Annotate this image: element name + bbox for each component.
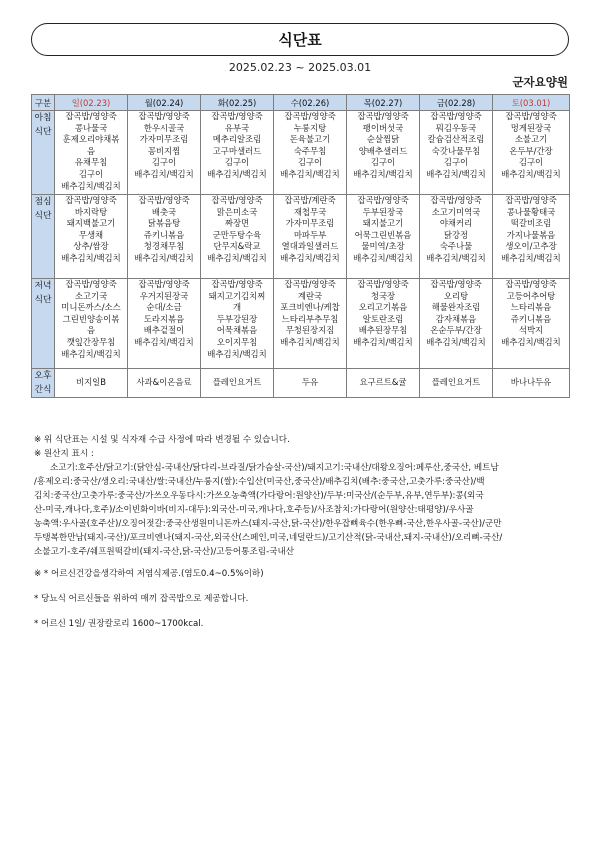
menu-item: 배추김치/백김치	[501, 252, 561, 263]
menu-item: 사과&이온음료	[136, 377, 192, 388]
menu-item: 오리탕	[443, 290, 469, 301]
menu-item: 메추리알조림	[212, 134, 262, 145]
menu-item: 잡곡밥/영양죽	[357, 111, 409, 121]
day-header: 금(02.28)	[420, 95, 493, 111]
menu-item: 누룽지탕	[293, 122, 327, 133]
menu-item: 배추김치/백김치	[501, 168, 561, 179]
meal-label-line: 식단	[34, 127, 52, 137]
menu-cell	[493, 195, 570, 279]
menu-item: 온두부/간장	[509, 145, 553, 156]
menu-item: 생오이/고추장	[505, 241, 557, 252]
menu-item: 잡곡밥/영양죽	[284, 111, 336, 121]
menu-item: 돼지불고기	[362, 218, 404, 229]
menu-item: 오이지무침	[216, 336, 258, 347]
menu-item: 배추김치/백김치	[207, 348, 267, 359]
change-notice: ※ 위 식단표는 시설 및 식자재 수급 사정에 따라 변경될 수 있습니다.	[34, 435, 290, 445]
menu-item: 잡곡밥/영양죽	[138, 279, 190, 289]
menu-cell	[201, 279, 274, 369]
day-header: 화(02.25)	[201, 95, 274, 111]
meal-label	[32, 279, 55, 369]
menu-cell	[347, 195, 420, 279]
menu-cell	[128, 369, 201, 398]
origin-line: 두탱복한만남(돼지-국산)/포크비엔나(돼지-국산,외국산(스페인,미국,네덜란드)/고기산적(닭-국내산,돼지-국내산)/오리뼈-국산/	[34, 533, 503, 543]
menu-item: 돈육불고기	[289, 134, 331, 145]
menu-item: 배추김치/백김치	[426, 168, 486, 179]
menu-item: 플레인요거트	[212, 377, 262, 388]
menu-item: 무청된장지짐	[285, 325, 335, 336]
menu-cell	[493, 111, 570, 195]
day-header: 목(02.27)	[347, 95, 420, 111]
meal-label	[32, 111, 55, 195]
menu-cell	[55, 279, 128, 369]
menu-cell	[55, 195, 128, 279]
meal-label-line: 저녁	[34, 281, 52, 291]
menu-item: 배추김치/백김치	[207, 168, 267, 179]
menu-item: 김구이	[443, 157, 469, 168]
meal-label-line: 오후	[34, 371, 52, 381]
menu-item: 유채무침	[74, 157, 108, 168]
menu-item: 음	[86, 325, 96, 336]
menu-cell	[128, 279, 201, 369]
menu-item: 잡곡밥/영양죽	[65, 195, 117, 205]
menu-cell	[420, 279, 493, 369]
menu-item: 배추김치/백김치	[134, 336, 194, 347]
menu-item: 배추김치/백김치	[501, 336, 561, 347]
low-salt-note: ※ * 어르신건강을생각하여 저염식제공.(염도0.4~0.5%이하)	[34, 569, 264, 579]
header-row	[32, 95, 570, 111]
menu-item: 잡곡밥/영양죽	[357, 279, 409, 289]
meal-label-line: 식단	[34, 295, 52, 305]
origin-line: 산-미국,캐나다,호주)/소이빈화이바(비지-대두):외국산-미국,캐나다,호주등)/사조참치:가다랑어(원양산:태평양)/우사골	[34, 505, 474, 515]
menu-item: 배추김치/백김치	[134, 252, 194, 263]
menu-item: 느타리부추무침	[281, 313, 339, 324]
menu-item: 배추김치/백김치	[61, 348, 121, 359]
menu-cell	[201, 369, 274, 398]
corner-header: 구분	[32, 95, 55, 111]
menu-item: 배추김치/백김치	[353, 168, 413, 179]
menu-item: 한우시골국	[143, 122, 185, 133]
menu-item: 두부강된장	[216, 313, 258, 324]
menu-item: 잡곡밥/영양죽	[211, 279, 263, 289]
menu-item: 가자미무조림	[139, 134, 189, 145]
lunch-row	[32, 195, 570, 279]
menu-cell	[274, 195, 347, 279]
breakfast-row	[32, 111, 570, 195]
day-header: 토(03.01)	[493, 95, 570, 111]
menu-cell	[201, 111, 274, 195]
menu-item: 상추/쌈장	[73, 241, 109, 252]
menu-item: 바지락탕	[74, 206, 108, 217]
menu-item: 잡곡밥/영양죽	[211, 195, 263, 205]
menu-item: 김구이	[518, 157, 544, 168]
origin-line: 소고기:호주산/닭고기:(닭안심-국내산/닭다리-브라질/닭가슴살-국산)/돼지고기:국내산/대왕오징어:페루산,중국산, 베트남	[50, 463, 499, 473]
menu-item: 잡곡밥/영양죽	[430, 195, 482, 205]
menu-item: 잡곡밥/영양죽	[65, 111, 117, 121]
menu-item: 소불고기	[514, 134, 548, 145]
menu-item: 해물완자조림	[431, 302, 481, 313]
menu-item: 요구르트&귤	[359, 377, 407, 388]
menu-item: 개	[232, 302, 242, 313]
origin-line: 소불고기-호주/쉐프원떡갈비(돼지-국산,닭-국산)/고등어통조림-국내산	[34, 547, 295, 557]
menu-item: 배추김치/백김치	[280, 168, 340, 179]
menu-item: 유부국	[224, 122, 250, 133]
menu-cell	[128, 195, 201, 279]
menu-item: 도라지볶음	[143, 313, 185, 324]
menu-item: 뭐김우동국	[435, 122, 477, 133]
menu-cell	[128, 111, 201, 195]
menu-item: 잡곡밥/영양죽	[211, 111, 263, 121]
menu-item: 재첩무국	[293, 206, 327, 217]
menu-item: 떡갈비조림	[510, 218, 552, 229]
menu-item: 배추김치/백김치	[280, 252, 340, 263]
diabetic-note: * 당뇨식 어르신들을 위하여 매끼 잡곡밥으로 제공합니다.	[34, 594, 249, 604]
menu-item: 야채커리	[439, 218, 473, 229]
menu-table	[31, 94, 570, 398]
menu-item: 잡곡밥/영양죽	[284, 279, 336, 289]
menu-item: 잡곡밥/계란죽	[284, 195, 336, 205]
menu-cell	[201, 195, 274, 279]
menu-cell	[347, 279, 420, 369]
menu-item: 잡곡밥/영양죽	[505, 279, 557, 289]
menu-item: 온순두부/간장	[430, 325, 482, 336]
menu-item: 배추된장무침	[358, 325, 408, 336]
menu-item: 순대/소금	[146, 302, 182, 313]
menu-item: 음	[86, 145, 96, 156]
menu-item: 잡곡밥/영양죽	[138, 111, 190, 121]
page-title: 식단표	[278, 31, 322, 49]
meal-label	[32, 369, 55, 398]
menu-item: 가지나물볶음	[506, 229, 556, 240]
menu-cell	[347, 111, 420, 195]
menu-cell	[420, 369, 493, 398]
menu-item: 짜장면	[224, 218, 250, 229]
menu-item: 순살찜닭	[366, 134, 400, 145]
menu-item: 배춧국	[151, 206, 177, 217]
menu-item: 마파두부	[293, 229, 327, 240]
menu-item: 고구마샐러드	[212, 145, 262, 156]
menu-item: 팽이버섯국	[362, 122, 404, 133]
menu-cell	[274, 111, 347, 195]
menu-item: 배추김치/백김치	[61, 180, 121, 191]
menu-item: 열대과일샐러드	[281, 241, 339, 252]
menu-cell	[493, 369, 570, 398]
menu-item: 칼슘검산적조림	[427, 134, 485, 145]
origin-line: 김치:중국산/고춧가루:중국산/가쓰오우동다시:가쓰오농축액(가다랑어:원양산)/두부:미국산/(순두부,유부,연두부):콩(외국	[34, 491, 484, 501]
menu-item: 군만두탕수육	[212, 229, 262, 240]
meal-label-line: 식단	[34, 211, 52, 221]
menu-item: 멍게된장국	[510, 122, 552, 133]
day-header: 월(02.24)	[128, 95, 201, 111]
menu-item: 청국장	[370, 290, 396, 301]
menu-item: 닭볶음탕	[147, 218, 181, 229]
menu-item: 무생채	[78, 229, 104, 240]
menu-cell	[274, 279, 347, 369]
menu-item: 콩나물국	[74, 122, 108, 133]
menu-item: 잡곡밥/영양죽	[138, 195, 190, 205]
menu-item: 배추김치/백김치	[134, 168, 194, 179]
menu-item: 소고기미역국	[431, 206, 481, 217]
menu-item: 김구이	[224, 157, 250, 168]
menu-item: 돼지고기김치찌	[208, 290, 266, 301]
menu-item: 쥬키니볶음	[510, 313, 552, 324]
menu-item: 배추김치/백김치	[61, 252, 121, 263]
menu-item: 숙갓나물무침	[431, 145, 481, 156]
menu-item: 알토란조림	[362, 313, 404, 324]
menu-item: 김구이	[297, 157, 323, 168]
title-box	[31, 23, 569, 56]
meal-label	[32, 195, 55, 279]
menu-item: 배추김치/백김치	[426, 252, 486, 263]
menu-item: 어묵채볶음	[216, 325, 258, 336]
menu-item: 숙주나물	[439, 241, 473, 252]
menu-item: 두부된장국	[362, 206, 404, 217]
menu-cell	[493, 279, 570, 369]
menu-item: 배추김치/백김치	[353, 252, 413, 263]
menu-item: 청경채무침	[143, 241, 185, 252]
origin-heading: ※ 원산지 표시 :	[34, 449, 94, 459]
menu-item: 미니돈까스/소스	[61, 302, 121, 313]
menu-item: 잡곡밥/영양죽	[357, 195, 409, 205]
meal-label-line: 간식	[34, 385, 52, 395]
menu-item: 느타리볶음	[510, 302, 552, 313]
menu-cell	[420, 111, 493, 195]
menu-item: 맑은미소국	[216, 206, 258, 217]
menu-item: 그린빈양송이볶	[62, 313, 120, 324]
notes-section	[34, 433, 566, 631]
menu-item: 잡곡밥/영양죽	[430, 111, 482, 121]
menu-item: 바나나두유	[510, 377, 552, 388]
menu-item: 돼지백불고기	[66, 218, 116, 229]
menu-item: 배추김치/백김치	[207, 252, 267, 263]
menu-item: 콩나물황태국	[506, 206, 556, 217]
menu-item: 감자채볶음	[435, 313, 477, 324]
menu-item: 단무지&락교	[213, 241, 261, 252]
menu-item: 김구이	[151, 157, 177, 168]
day-header: 수(02.26)	[274, 95, 347, 111]
menu-item: 깻잎간장무침	[66, 336, 116, 347]
menu-cell	[274, 369, 347, 398]
menu-item: 두유	[301, 377, 319, 388]
menu-item: 양배추샐러드	[358, 145, 408, 156]
menu-cell	[55, 111, 128, 195]
menu-item: 어묵그린빈볶음	[354, 229, 412, 240]
dinner-row	[32, 279, 570, 369]
menu-item: 배추겉절이	[143, 325, 185, 336]
menu-item: 잡곡밥/영양죽	[505, 111, 557, 121]
snack-row	[32, 369, 570, 398]
menu-cell	[420, 195, 493, 279]
menu-item: 고등어추어탕	[506, 290, 556, 301]
menu-item: 꽁비지찜	[147, 145, 181, 156]
menu-item: 계란국	[297, 290, 323, 301]
menu-item: 숙주무침	[293, 145, 327, 156]
menu-item: 비지일B	[75, 377, 107, 388]
meal-label-line: 아침	[34, 113, 52, 123]
menu-item: 잡곡밥/영양죽	[430, 279, 482, 289]
menu-item: 물미역/초장	[361, 241, 405, 252]
meal-label-line: 점심	[34, 197, 52, 207]
menu-item: 배추김치/백김치	[426, 336, 486, 347]
menu-item: 가자미무조림	[285, 218, 335, 229]
menu-item: 플레인요거트	[431, 377, 481, 388]
menu-cell	[55, 369, 128, 398]
menu-item: 포크비엔나/케찹	[280, 302, 340, 313]
menu-item: 쥬키니볶음	[143, 229, 185, 240]
origin-line: 농축액:우사골(호주산)/오징어젓갈:중국산생원미니돈까스(돼지-국산,닭-국산)/한우잡뼈육수(한우뼈-국산,한우사골-국산)/군만	[34, 519, 502, 529]
origin-line: /흥제오리:중국산/생오리:국내산/쌀:국내산/누룽지(쌀):수입산(미국산,중국산)/배추김치(배추:중국산,고춧가루:중국산)/백	[34, 477, 485, 487]
menu-item: 우거지된장국	[139, 290, 189, 301]
menu-item: 닭강정	[443, 229, 469, 240]
menu-item: 김구이	[78, 168, 104, 179]
menu-item: 오리고기볶음	[358, 302, 408, 313]
day-header: 일(02.23)	[55, 95, 128, 111]
menu-item: 김구이	[370, 157, 396, 168]
date-range: 2025.02.23 ~ 2025.03.01	[228, 61, 372, 74]
menu-item: 석박지	[518, 325, 544, 336]
menu-cell	[347, 369, 420, 398]
calorie-note: * 어르신 1일/ 권장칼로리 1600~1700kcal.	[34, 619, 204, 629]
menu-item: 배추김치/백김치	[280, 336, 340, 347]
menu-item: 훈제오리야채볶	[62, 134, 120, 145]
menu-item: 배추김치/백김치	[353, 336, 413, 347]
menu-item: 잡곡밥/영양죽	[505, 195, 557, 205]
menu-item: 잡곡밥/영양죽	[65, 279, 117, 289]
organization-name: 군자요양원	[512, 75, 568, 89]
menu-item: 소고기국	[74, 290, 108, 301]
